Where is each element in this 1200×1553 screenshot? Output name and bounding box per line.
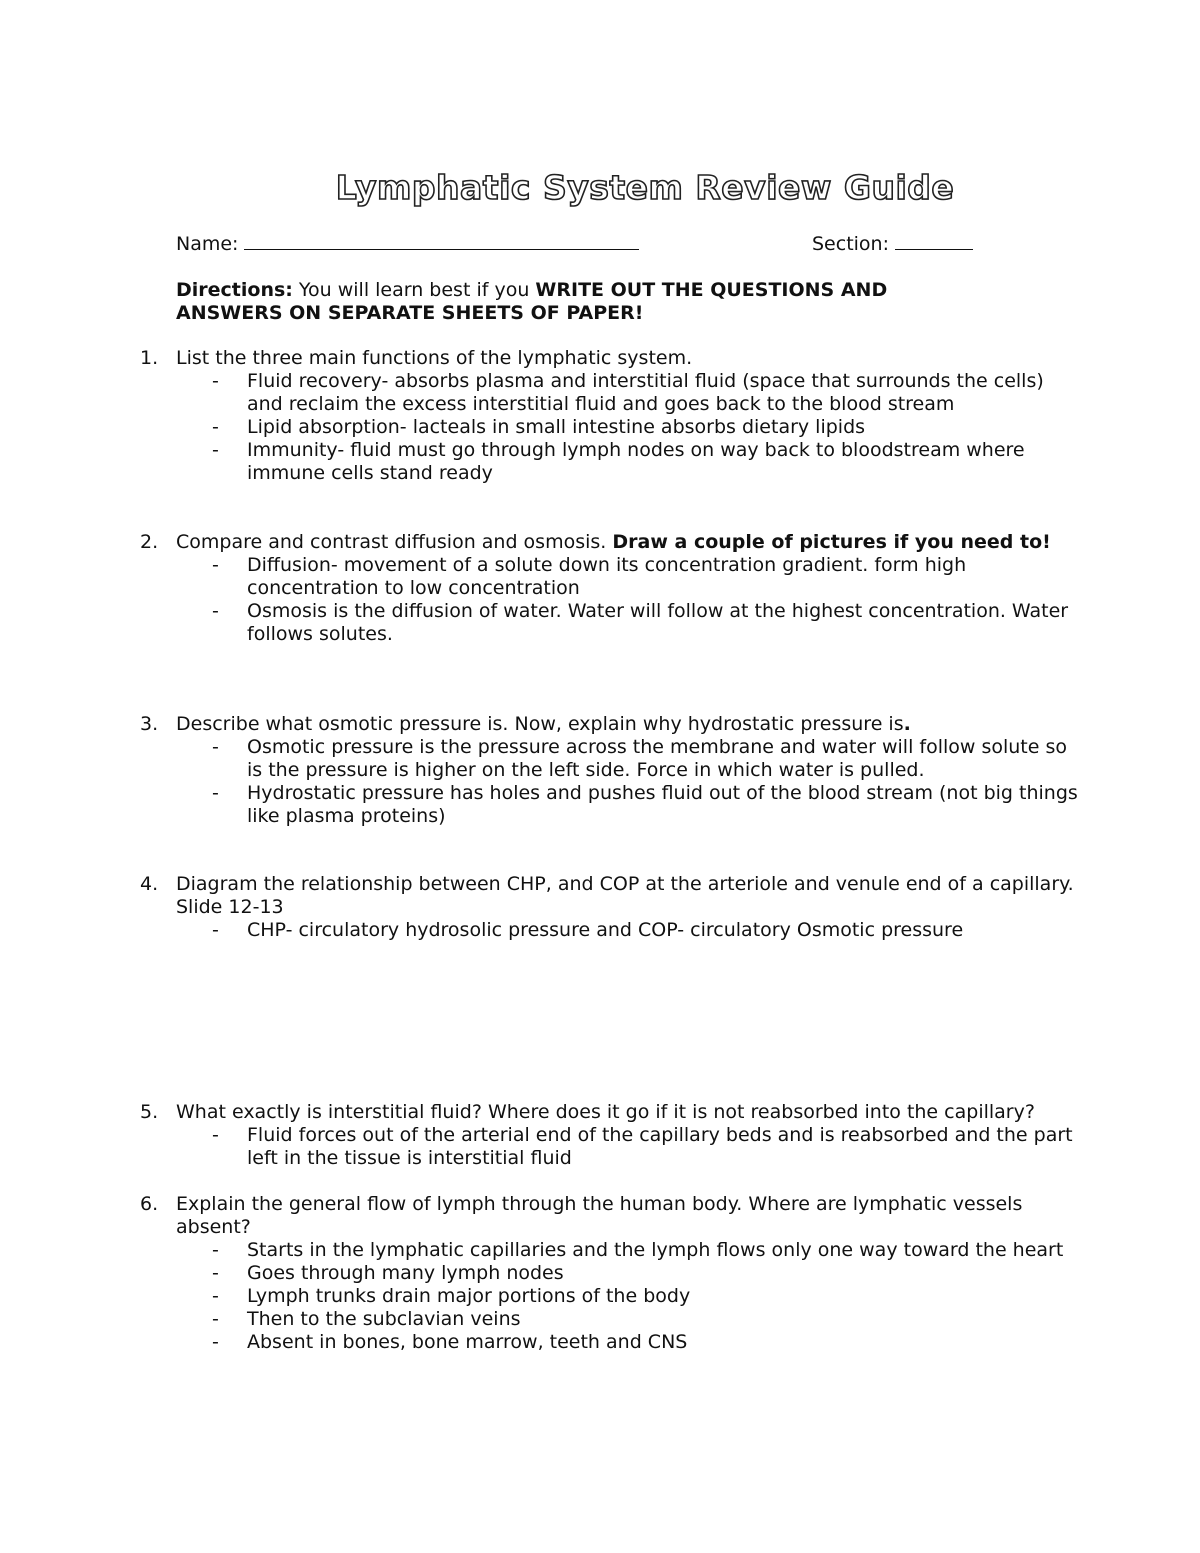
question-text-plain: Describe what osmotic pressure is. Now, explain why hydrostatic pressure is — [176, 713, 904, 735]
answer-text: Immunity- fluid must go through lymph nodes on way back to bloodstream where immune cells stand ready — [247, 439, 1025, 484]
name-blank — [244, 233, 639, 250]
question-text: Explain the general flow of lymph through the human body. Where are lymphatic vessels absent? — [176, 1193, 1023, 1238]
question-number: 1. — [140, 347, 159, 369]
question-4 — [140, 873, 1080, 942]
question-text: List the three main functions of the lymphatic system. — [176, 347, 693, 369]
answer-item: - Hydrostatic pressure has holes and pushes fluid out of the blood stream (not big things like plasma proteins) — [212, 782, 1078, 827]
page-title: Lymphatic System Review Guide — [335, 168, 955, 207]
answer-item: - CHP- circulatory hydrosolic pressure and COP- circulatory Osmotic pressure — [212, 919, 964, 941]
question-text — [176, 531, 1080, 554]
question-number: 3. — [140, 713, 159, 735]
question-text — [176, 713, 1080, 736]
question-number: 6. — [140, 1193, 159, 1215]
answer-item: - Osmosis is the diffusion of water. Water will follow at the highest concentration. Water follows solutes. — [212, 600, 1069, 645]
answer-item: - Fluid forces out of the arterial end of the capillary beds and is reabsorbed and the part left in the tissue is interstitial fluid — [212, 1124, 1073, 1169]
question-text-plain: Compare and contrast diffusion and osmosis. — [176, 531, 613, 553]
answer-list — [140, 370, 1080, 485]
answer-text: Lipid absorption- lacteals in small intestine absorbs dietary lipids — [247, 416, 866, 438]
question-number: 4. — [140, 873, 159, 895]
answer-item: - Lipid absorption- lacteals in small intestine absorbs dietary lipids — [212, 416, 866, 438]
answer-text: Osmosis is the diffusion of water. Water will follow at the highest concentration. Water follows solutes. — [247, 600, 1069, 645]
answer-text: Then to the subclavian veins — [247, 1308, 521, 1330]
answer-text: Osmotic pressure is the pressure across the membrane and water will follow solute so is the pressure is higher on the left side. Force in which water is pulled. — [247, 736, 1068, 781]
answer-item: - Osmotic pressure is the pressure across the membrane and water will follow solute so is the pressure is higher on the left side. Force in which water is pulled. — [212, 736, 1068, 781]
question-3 — [140, 713, 1080, 828]
answer-text: Starts in the lymphatic capillaries and the lymph flows only one way toward the heart — [247, 1239, 1064, 1261]
answer-item: - Goes through many lymph nodes — [212, 1262, 564, 1284]
directions-label: Directions: — [176, 279, 293, 301]
question-number: 2. — [140, 531, 159, 553]
directions-emphasis: WRITE OUT THE QUESTIONS AND ANSWERS ON SEPARATE SHEETS OF PAPER! — [176, 279, 888, 324]
answer-item: - Lymph trunks drain major portions of the body — [212, 1285, 691, 1307]
answer-text: Lymph trunks drain major portions of the body — [247, 1285, 691, 1307]
answer-item: - Starts in the lymphatic capillaries and the lymph flows only one way toward the heart — [212, 1239, 1064, 1261]
answer-text: Absent in bones, bone marrow, teeth and CNS — [247, 1331, 688, 1353]
answer-item: - Then to the subclavian veins — [212, 1308, 521, 1330]
section-blank — [895, 233, 973, 250]
answer-item: - Fluid recovery- absorbs plasma and interstitial fluid (space that surrounds the cells) and reclaim the excess interstitial fluid and goes back to the blood stream — [212, 370, 1044, 415]
question-text-bold: . — [903, 713, 911, 735]
answer-list — [140, 554, 1080, 646]
section-row — [812, 233, 973, 256]
question-note: Slide 12-13 — [176, 896, 284, 918]
answer-list — [140, 1239, 1080, 1354]
section-label: Section: — [812, 233, 889, 255]
answer-text: Hydrostatic pressure has holes and pushes fluid out of the blood stream (not big things like plasma proteins) — [247, 782, 1078, 827]
answer-item: - Absent in bones, bone marrow, teeth and CNS — [212, 1331, 688, 1353]
answer-text: Fluid forces out of the arterial end of the capillary beds and is reabsorbed and the part left in the tissue is interstitial fluid — [247, 1124, 1073, 1169]
name-row — [176, 233, 639, 256]
question-text-bold: Draw a couple of pictures if you need to! — [612, 531, 1051, 553]
question-text: Diagram the relationship between CHP, and COP at the arteriole and venule end of a capillary. — [176, 873, 1074, 895]
answer-list — [140, 736, 1080, 828]
answer-text: Diffusion- movement of a solute down its concentration gradient. form high concentration to low concentration — [247, 554, 967, 599]
question-text: What exactly is interstitial fluid? Where does it go if it is not reabsorbed into the capillary? — [176, 1101, 1035, 1123]
answer-list — [140, 919, 1080, 942]
question-6 — [140, 1193, 1080, 1354]
name-label: Name: — [176, 233, 239, 255]
question-1 — [140, 347, 1080, 485]
answer-text: Fluid recovery- absorbs plasma and interstitial fluid (space that surrounds the cells) and reclaim the excess interstitial fluid and goes back to the blood stream — [247, 370, 1044, 415]
question-5 — [140, 1101, 1080, 1170]
answer-text: CHP- circulatory hydrosolic pressure and COP- circulatory Osmotic pressure — [247, 919, 964, 941]
answer-list — [140, 1124, 1080, 1170]
directions — [176, 279, 976, 325]
directions-text: You will learn best if you — [292, 279, 536, 301]
answer-text: Goes through many lymph nodes — [247, 1262, 564, 1284]
question-number: 5. — [140, 1101, 159, 1123]
answer-item: - Immunity- fluid must go through lymph nodes on way back to bloodstream where immune cells stand ready — [212, 439, 1025, 484]
answer-item: - Diffusion- movement of a solute down its concentration gradient. form high concentration to low concentration — [212, 554, 967, 599]
question-2 — [140, 531, 1080, 646]
